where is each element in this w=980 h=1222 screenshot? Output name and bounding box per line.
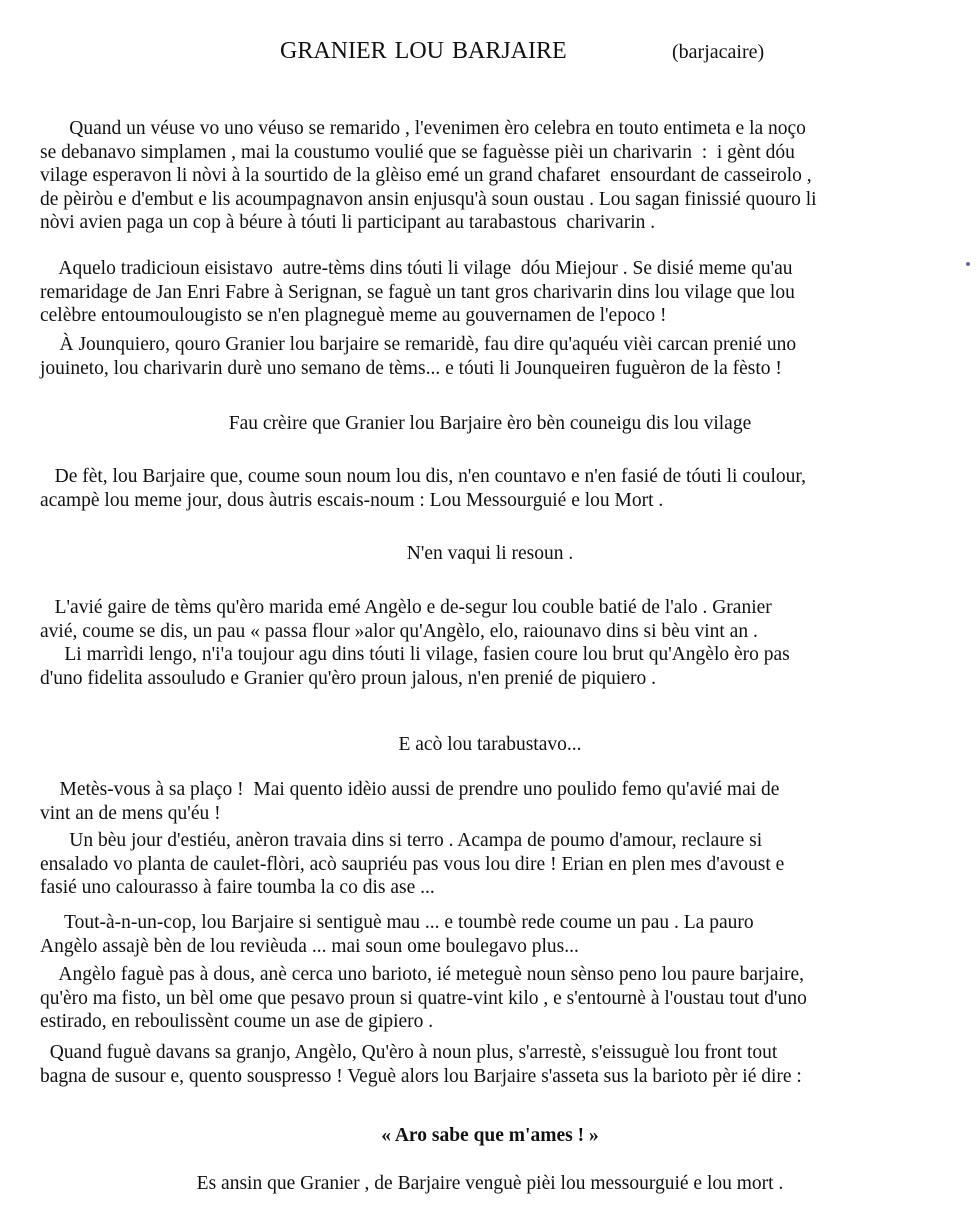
text-line: ensalado vo planta de caulet-flòri, acò saupriéu pas vous lou dire ! Erian en plen mes d'avoust e [40, 853, 785, 875]
text-line: Angèlo faguè pas à dous, anè cerca uno barioto, ié meteguè noun sènso peno lou paure barjaire, [40, 964, 805, 985]
text-line: vint an de mens qu'éu ! [40, 802, 221, 824]
text-line: Un bèu jour d'estiéu, anèron travaia dins si terro . Acampa de poumo d'amour, reclaure si [40, 830, 763, 851]
text-line: À Jounquiero, qouro Granier lou barjaire se remaridè, fau dire qu'aquéu vièi carcan prenié uno [40, 334, 797, 355]
section-heading: E acò lou tarabustavo... [398, 734, 582, 755]
text-line: qu'èro ma fisto, un bèl ome que pesavo proun si quatre-vint kilo , e s'entournè à l'oustau tout d'uno [40, 987, 807, 1009]
paragraph-fet [40, 465, 968, 512]
text-line: acampè lou meme jour, dous àutris escais-noum : Lou Messourguié e lou Mort . [40, 489, 664, 511]
text-line: de pèiròu e d'embut e lis acoumpagnavon ansin enjusqu'à soun oustau . Lou sagan finissié quouro li [40, 188, 817, 210]
text-line: Quand fuguè davans sa granjo, Angèlo, Qu'èro à noun plus, s'arrestè, s'eissuguè lou front tout [40, 1042, 778, 1063]
text-line: nòvi avien paga un cop à béure à tóuti li participant au tarabastous charivarin . [40, 212, 656, 233]
title-subtitle: (barjacaire) [672, 41, 765, 63]
section-heading: Fau crèire que Granier lou Barjaire èro bèn couneigu dis lou vilage [228, 413, 752, 434]
text-line: d'uno fidelita assouludo e Granier qu'èro proun jalous, n'en prenié de piquiero . [40, 667, 656, 689]
text-line: se debanavo simplamen , mai la coustumo voulié que se faguèsse pièi un charivarin : i gènt dóu [40, 141, 795, 163]
paragraph-avie [40, 596, 968, 690]
text-line: Angèlo assajè bèn de lou revièuda ... mai soun ome boulegavo plus... [40, 935, 579, 957]
closing-line: Es ansin que Granier , de Barjaire venguè pièi lou messourguié e lou mort . [196, 1173, 784, 1194]
text-line: estirado, en reboulissènt coume un ase de gipiero . [40, 1011, 434, 1032]
text-line: avié, coume se dis, un pau « passa flour »alor qu'Angèlo, elo, raiounavo dins si bèu vint an . [40, 620, 758, 642]
text-line: Quand un véuse vo uno véuso se remarido , l'evenimen èro celebra en touto entimeta e la noço [40, 118, 806, 139]
text-line: Aquelo tradicioun eisistavo autre-tèms dins tóuti li vilage dóu Miejour . Se disié meme qu'au [40, 258, 793, 279]
paragraph-tout-a-n-un-cop [40, 911, 968, 958]
text-line: jouineto, lou charivarin durè uno semano de tèms... e tóuti li Jounqueiren fuguèron de la fèsto ! [40, 357, 782, 379]
text-line: fasié uno calourasso à faire toumba la co dis ase ... [40, 877, 435, 898]
paragraph-barioto [40, 963, 968, 1034]
text-line: L'avié gaire de tèms qu'èro marida emé Angèlo e de-segur lou couble batié de l'alo . Granier [40, 597, 772, 618]
paragraph-tradicioun [40, 257, 968, 328]
paragraph-metes [40, 778, 968, 825]
text-line: De fèt, lou Barjaire que, coume soun noum lou dis, n'en countavo e n'en fasié de tóuti li coulour, [40, 466, 807, 487]
quote: « Aro sabe que m'ames ! » [381, 1125, 599, 1146]
text-line: remaridage de Jan Enri Fabre à Serignan, se faguè un tant gros charivarin dins lou vilage que lou [40, 281, 795, 303]
paragraph-intro [40, 117, 968, 235]
text-line: bagna de susour e, quento souspresso ! Veguè alors lou Barjaire s'asseta sus la barioto pèr ié dire : [40, 1065, 802, 1087]
section-heading: N'en vaqui li resoun . [406, 543, 574, 564]
document-title [0, 36, 980, 66]
text-line: Li marrìdi lengo, n'i'a toujour agu dins tóuti li vilage, fasien coure lou brut qu'Angèlo èro pas [40, 644, 790, 665]
paragraph-granjo [40, 1041, 968, 1088]
text-line: vilage esperavon li nòvi à la sourtido de la glèiso emé un grand chafaret ensourdant de casseirolo , [40, 165, 812, 186]
title-main: GRANIER LOU BARJAIRE [280, 38, 567, 64]
text-line: celèbre entoumoulougisto se n'en plagneguè meme au gouvernamen de l'epoco ! [40, 305, 667, 326]
text-line: Metès-vous à sa plaço ! Mai quento idèio aussi de prendre uno poulido femo qu'avié mai de [40, 779, 780, 800]
text-line: Tout-à-n-un-cop, lou Barjaire si sentiguè mau ... e toumbè rede coume un pau . La pauro [40, 912, 754, 933]
paragraph-jounquiero [40, 333, 968, 380]
paragraph-estieu [40, 829, 968, 900]
